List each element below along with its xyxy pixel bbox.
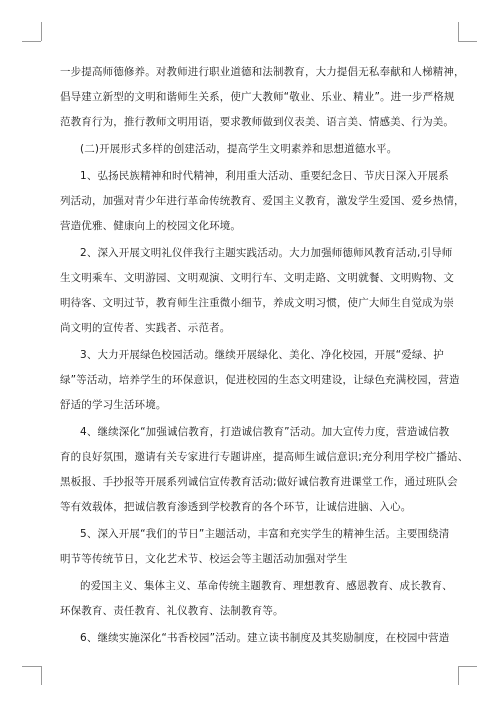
paragraph-line: 等有效载体，把诚信教育渗透到学校教育的各个环节，让诚信进脑、入心。 <box>60 501 412 513</box>
paragraph-line: 营造优雅、健康向上的校园文化环境。 <box>60 220 242 232</box>
paragraph-line: 3、大力开展绿色校园活动。继续开展绿化、美化、净化校园，开展“爱绿、护 <box>80 349 444 361</box>
paragraph-line: 5、深入开展“我们的节日”主题活动，丰富和充实学生的精神生活。主要围绕清 <box>80 528 450 540</box>
paragraph-line: 1、弘扬民族精神和时代精神，利用重大活动、重要纪念日、节庆日深入开展系 <box>80 170 449 182</box>
paragraph-line: 6、继续实施深化“书香校园”活动。建立读书制度及其奖励制度，在校园中营造 <box>80 632 450 644</box>
paragraph-line: 尚文明的宣传者、实践者、示范者。 <box>60 322 231 334</box>
paragraph-line: 倡导建立新型的文明和谐师生关系，使广大教师“敬业、乐业、精业”。进一步严格规 <box>60 91 455 103</box>
paragraph-line: 范教育行为，推行教师文明用语，要求教师做到仪表美、语言美、情感美、行为美。 <box>60 116 455 128</box>
paragraph-line: 生文明乘车、文明游园、文明观演、文明行车、文明走路、文明就餐、文明购物、文 <box>60 272 455 284</box>
paragraph-line: 绿”等活动，培养学生的环保意识，促进校园的生态文明建设，让绿色充满校园，营造 <box>60 374 460 386</box>
paragraph-line: 列活动，加强对青少年进行革命传统教育、爱国主义教育，激发学生爱国、爱乡热情， <box>60 195 465 207</box>
paragraph-line: 环保教育、责任教育、礼仪教育、法制教育等。 <box>60 605 284 617</box>
paragraph-line: 明待客、文明过节，教育师生注重微小细节，养成文明习惯，使广大师生自觉成为崇 <box>60 297 455 309</box>
paragraph-line: 4、继续深化“加强诚信教育，打造诚信教育”活动。加大宣传力度，营造诚信教 <box>80 426 450 438</box>
paragraph-line: 育的良好氛围，邀请有关专家进行专题讲座，提高师生诚信意识;充分利用学校广播站、 <box>60 451 469 463</box>
section-heading: (二)开展形式多样的创建活动，提高学生文明素养和思想道德水平。 <box>80 143 398 155</box>
paragraph-line: 舒适的学习生活环境。 <box>60 399 167 411</box>
paragraph-line: 明节等传统节日，文化艺术节、校运会等主题活动加强对学生 <box>60 553 348 565</box>
paragraph-line: 一步提高师德修养。对教师进行职业道德和法制教育，大力提倡无私奉献和人梯精神， <box>60 66 465 78</box>
paragraph-line: 的爱国主义、集体主义、革命传统主题教育、理想教育、感恩教育、成长教育、 <box>80 580 453 592</box>
paragraph-line: 2、深入开展文明礼仪伴我行主题实践活动。大力加强师德师风教育活动,引导师 <box>80 247 453 259</box>
paragraph-line: 黑板报、手抄报等开展系列诚信宣传教育活动;做好诚信教育进课堂工作，通过班队会 <box>60 476 458 488</box>
